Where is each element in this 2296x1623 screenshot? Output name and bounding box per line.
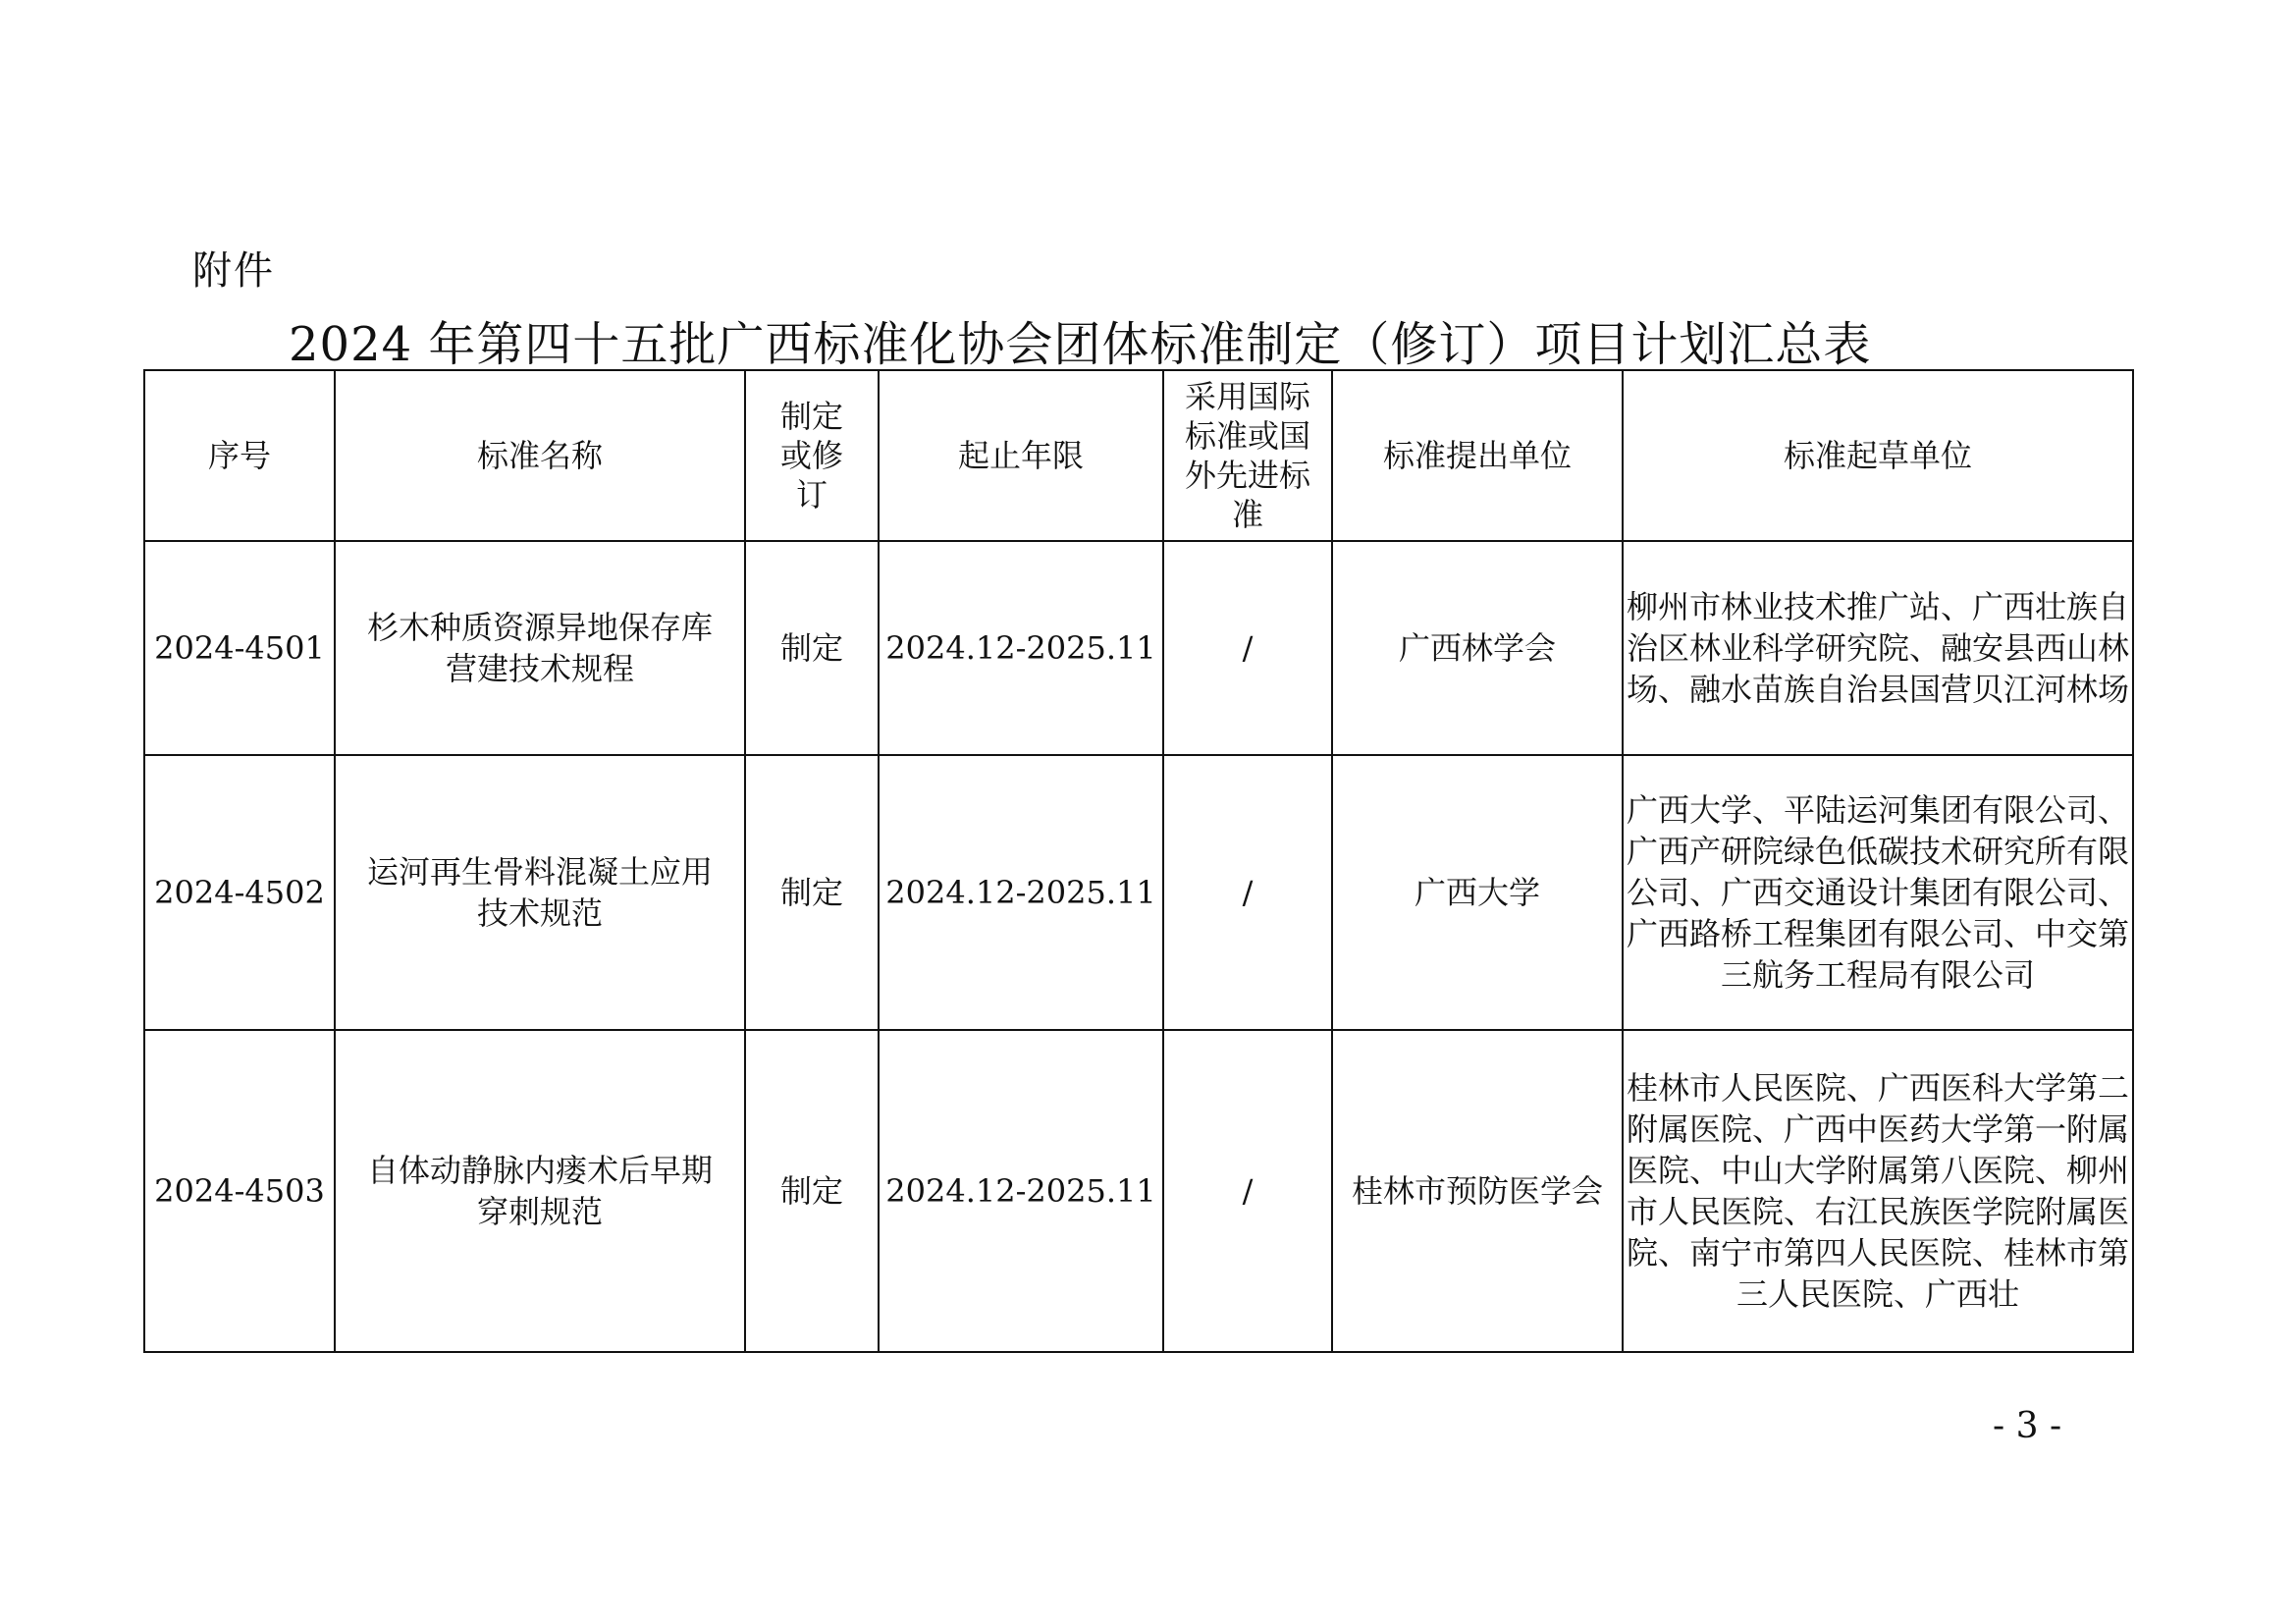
period-cell: 2024.12-2025.11 <box>879 541 1163 755</box>
table-row <box>144 1030 2133 1352</box>
standard-name-cell: 杉木种质资源异地保存库营建技术规程 <box>335 541 745 755</box>
period-cell: 2024.12-2025.11 <box>879 1030 1163 1352</box>
header-type: 制定或修订 <box>745 370 879 541</box>
adoption-cell: / <box>1163 541 1332 755</box>
table-row <box>144 755 2133 1030</box>
proposer-cell: 桂林市预防医学会 <box>1332 1030 1623 1352</box>
header-serial: 序号 <box>144 370 335 541</box>
serial-cell: 2024-4501 <box>144 541 335 755</box>
page-title: 2024 年第四十五批广西标准化协会团体标准制定（修订）项目计划汇总表 <box>289 317 1872 372</box>
type-cell: 制定 <box>745 1030 879 1352</box>
drafter-cell: 桂林市人民医院、广西医科大学第二附属医院、广西中医药大学第一附属医院、中山大学附属第八医院、柳州市人民医院、右江民族医学院附属医院、南宁市第四人民医院、桂林市第三人民医院、广西壮 <box>1623 1030 2133 1352</box>
standard-name-cell: 自体动静脉内瘘术后早期穿刺规范 <box>335 1030 745 1352</box>
serial-cell: 2024-4502 <box>144 755 335 1030</box>
table-row <box>144 541 2133 755</box>
table-header-row <box>144 370 2133 541</box>
header-standard-name: 标准名称 <box>335 370 745 541</box>
adoption-cell: / <box>1163 1030 1332 1352</box>
header-proposer: 标准提出单位 <box>1332 370 1623 541</box>
type-cell: 制定 <box>745 755 879 1030</box>
period-cell: 2024.12-2025.11 <box>879 755 1163 1030</box>
proposer-cell: 广西大学 <box>1332 755 1623 1030</box>
serial-cell: 2024-4503 <box>144 1030 335 1352</box>
drafter-cell: 柳州市林业技术推广站、广西壮族自治区林业科学研究院、融安县西山林场、融水苗族自治县国营贝江河林场 <box>1623 541 2133 755</box>
drafter-cell: 广西大学、平陆运河集团有限公司、广西产研院绿色低碳技术研究所有限公司、广西交通设计集团有限公司、广西路桥工程集团有限公司、中交第三航务工程局有限公司 <box>1623 755 2133 1030</box>
standard-name-cell: 运河再生骨料混凝土应用技术规范 <box>335 755 745 1030</box>
header-period: 起止年限 <box>879 370 1163 541</box>
proposer-cell: 广西林学会 <box>1332 541 1623 755</box>
type-cell: 制定 <box>745 541 879 755</box>
attachment-label: 附件 <box>192 248 275 294</box>
header-adoption: 采用国际标准或国外先进标准 <box>1163 370 1332 541</box>
standards-plan-table <box>143 369 2134 1353</box>
page-number: - 3 - <box>1993 1406 2062 1446</box>
adoption-cell: / <box>1163 755 1332 1030</box>
header-drafter: 标准起草单位 <box>1623 370 2133 541</box>
